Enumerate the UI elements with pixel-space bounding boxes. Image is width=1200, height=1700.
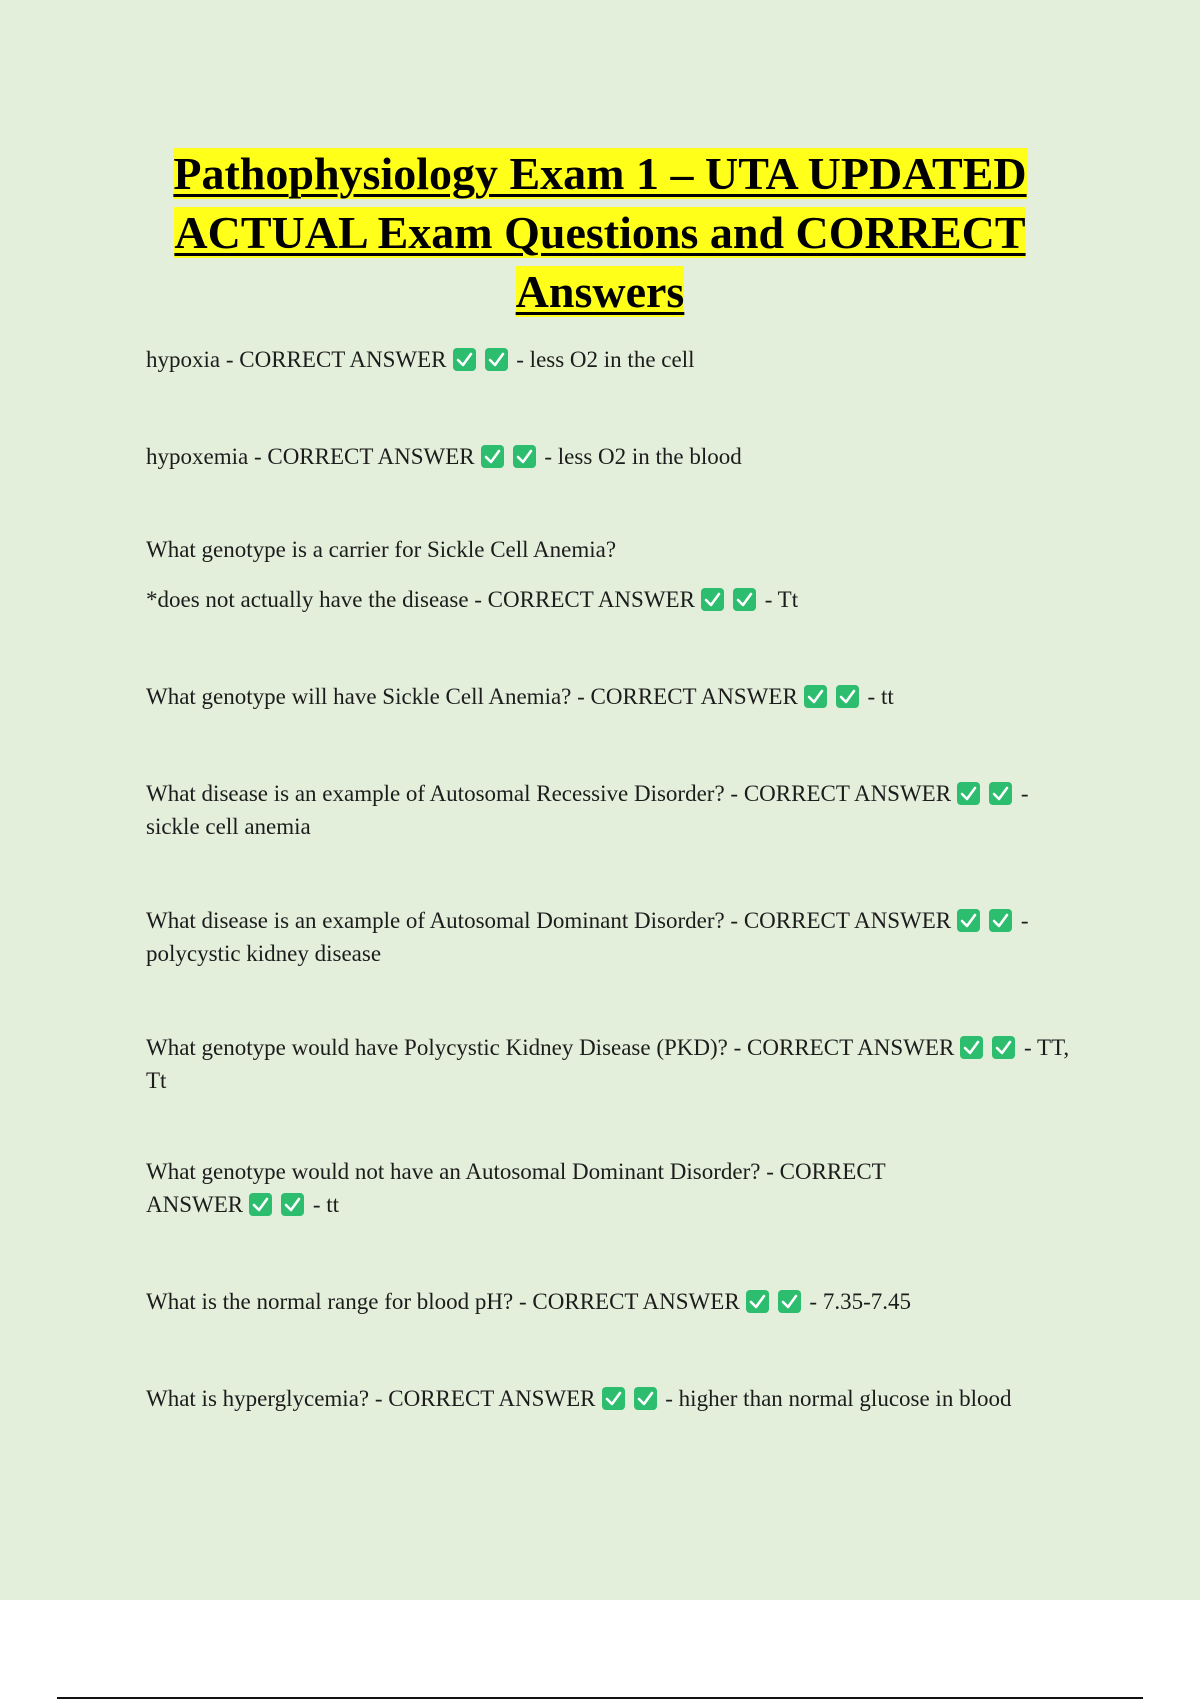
qa-line xyxy=(146,583,1086,616)
checkmark-icon xyxy=(960,1036,983,1059)
qa-line xyxy=(146,777,1086,843)
question-text: What is the normal range for blood pH? - CORRECT ANSWER xyxy=(146,1289,740,1314)
checkmark-icon xyxy=(485,348,508,371)
qa-line xyxy=(146,904,1086,970)
answer-text: - Tt xyxy=(764,587,799,612)
checkmark-icon xyxy=(733,588,756,611)
question-text: What genotype would not have an Autosomal Dominant Disorder? - CORRECT ANSWER xyxy=(146,1159,886,1217)
answer-text: - TT, Tt xyxy=(146,1035,1070,1093)
checkmark-icon xyxy=(989,909,1012,932)
checkmark-icon xyxy=(602,1387,625,1410)
question-text: What disease is an example of Autosomal Recessive Disorder? - CORRECT ANSWER xyxy=(146,781,952,806)
checkmark-icon xyxy=(957,909,980,932)
checkmark-icon xyxy=(989,782,1012,805)
question-text: What disease is an example of Autosomal Dominant Disorder? - CORRECT ANSWER xyxy=(146,908,952,933)
qa-line xyxy=(146,1155,966,1221)
qa-item-hyperglycemia xyxy=(146,1382,1086,1415)
checkmark-icon xyxy=(778,1290,801,1313)
question-text: What genotype will have Sickle Cell Anemia? - CORRECT ANSWER xyxy=(146,684,798,709)
answer-text: - less O2 in the cell xyxy=(516,347,695,372)
answer-text: - 7.35-7.45 xyxy=(809,1289,911,1314)
title-block xyxy=(100,144,1100,321)
qa-line: What genotype is a carrier for Sickle Cell Anemia? xyxy=(146,537,617,562)
checkmark-icon xyxy=(701,588,724,611)
checkmark-icon xyxy=(481,445,504,468)
question-text: What is hyperglycemia? - CORRECT ANSWER xyxy=(146,1386,596,1411)
checkmark-icon xyxy=(634,1387,657,1410)
qa-item-sickle-genotype xyxy=(146,680,1086,713)
qa-line xyxy=(146,343,1086,376)
checkmark-icon xyxy=(992,1036,1015,1059)
question-text: hypoxemia - CORRECT ANSWER xyxy=(146,444,475,469)
qa-item-hypoxia xyxy=(146,343,1086,376)
answer-text: - higher than normal glucose in blood xyxy=(665,1386,1012,1411)
answer-text: - sickle cell anemia xyxy=(146,781,1029,839)
question-text: What genotype would have Polycystic Kidney Disease (PKD)? - CORRECT ANSWER xyxy=(146,1035,955,1060)
checkmark-icon xyxy=(957,782,980,805)
checkmark-icon xyxy=(249,1193,272,1216)
checkmark-icon xyxy=(281,1193,304,1216)
answer-text: - tt xyxy=(867,684,894,709)
qa-item-blood-ph xyxy=(146,1285,1086,1318)
qa-item-hypoxemia xyxy=(146,440,1086,473)
qa-item-autosomal-dominant xyxy=(146,904,1086,970)
checkmark-icon xyxy=(836,685,859,708)
question-text: hypoxia - CORRECT ANSWER xyxy=(146,347,447,372)
checkmark-icon xyxy=(513,445,536,468)
checkmark-icon xyxy=(453,348,476,371)
qa-line xyxy=(146,1382,1086,1415)
qa-item-autosomal-recessive xyxy=(146,777,1086,843)
page-title: Pathophysiology Exam 1 – UTA UPDATED ACTUAL Exam Questions and CORRECT Answers xyxy=(173,148,1027,317)
checkmark-icon xyxy=(804,685,827,708)
qa-item-no-dominant xyxy=(146,1155,966,1221)
qa-item-pkd-genotype xyxy=(146,1031,1086,1097)
question-text: *does not actually have the disease - CORRECT ANSWER xyxy=(146,587,695,612)
answer-text: - polycystic kidney disease xyxy=(146,908,1029,966)
qa-line xyxy=(146,440,1086,473)
footer-divider xyxy=(57,1697,1143,1699)
qa-line xyxy=(146,1031,1086,1097)
answer-text: - less O2 in the blood xyxy=(544,444,742,469)
qa-line xyxy=(146,680,1086,713)
answer-text: - tt xyxy=(312,1192,340,1217)
qa-item-sickle-carrier xyxy=(146,533,1086,616)
checkmark-icon xyxy=(746,1290,769,1313)
qa-line xyxy=(146,1285,1086,1318)
